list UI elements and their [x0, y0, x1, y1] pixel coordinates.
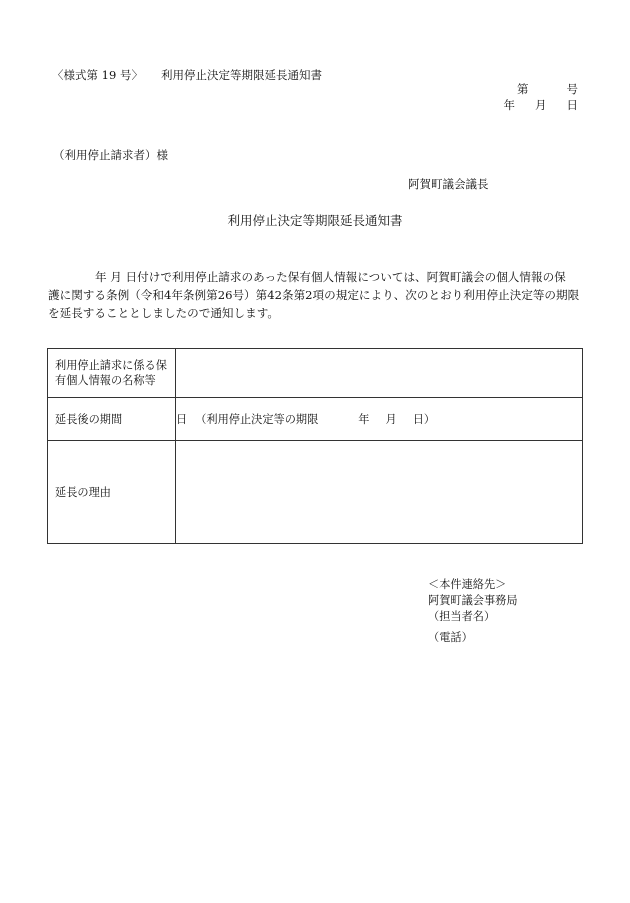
period-day: 日: [176, 413, 188, 426]
contact-person: （担当者名）: [428, 610, 496, 623]
form-header: [52, 67, 322, 83]
document-title: 利用停止決定等期限延長通知書: [227, 213, 403, 228]
contact-phone: （電話）: [428, 631, 473, 644]
row-label-info-name: 利用停止請求に係る保有個人情報の名称等: [48, 349, 176, 398]
contact-heading: ＜本件連絡先＞: [428, 578, 507, 591]
date-day: 日: [566, 98, 578, 112]
contact-office: 阿賀町議会事務局: [428, 594, 518, 607]
body-line-1: 年 月 日付けで利用停止請求のあった保有個人情報については、阿賀町議会の個人情報の保: [95, 270, 566, 284]
date-year: 年: [503, 98, 515, 112]
table-row: [48, 398, 583, 441]
recipient: （利用停止請求者）様: [53, 148, 168, 162]
date-month: 月: [535, 98, 547, 112]
document-number: [517, 81, 578, 97]
table-row: [48, 441, 583, 544]
row-label-extension-period: 延長後の期間: [48, 398, 176, 441]
form-number: 〈様式第 19 号〉: [52, 68, 143, 82]
sender: 阿賀町議会議長: [408, 177, 489, 191]
period-month: 月: [385, 413, 397, 426]
extension-period-value: [176, 398, 583, 441]
body-line-2: 護に関する条例（令和4年条例第26号）第42条第2項の規定により、次のとおり利用停止決定等の期限: [48, 288, 580, 302]
table-row: [48, 349, 583, 398]
period-end: 日）: [412, 413, 436, 426]
row-label-reason: 延長の理由: [48, 441, 176, 544]
document-date: [504, 97, 579, 113]
doc-number-suffix: 号: [566, 82, 578, 96]
body-line-3: を延長することとしましたので通知します。: [48, 306, 279, 320]
period-note: （利用停止決定等の期限: [195, 413, 319, 426]
body-paragraph: [48, 268, 588, 322]
info-table: [47, 348, 583, 544]
form-title-small: 利用停止決定等期限延長通知書: [160, 68, 322, 82]
contact-block: [428, 577, 518, 646]
doc-number-prefix: 第: [517, 82, 529, 96]
info-name-value: [176, 349, 583, 398]
period-year: 年: [358, 413, 370, 426]
reason-value: [176, 441, 583, 544]
